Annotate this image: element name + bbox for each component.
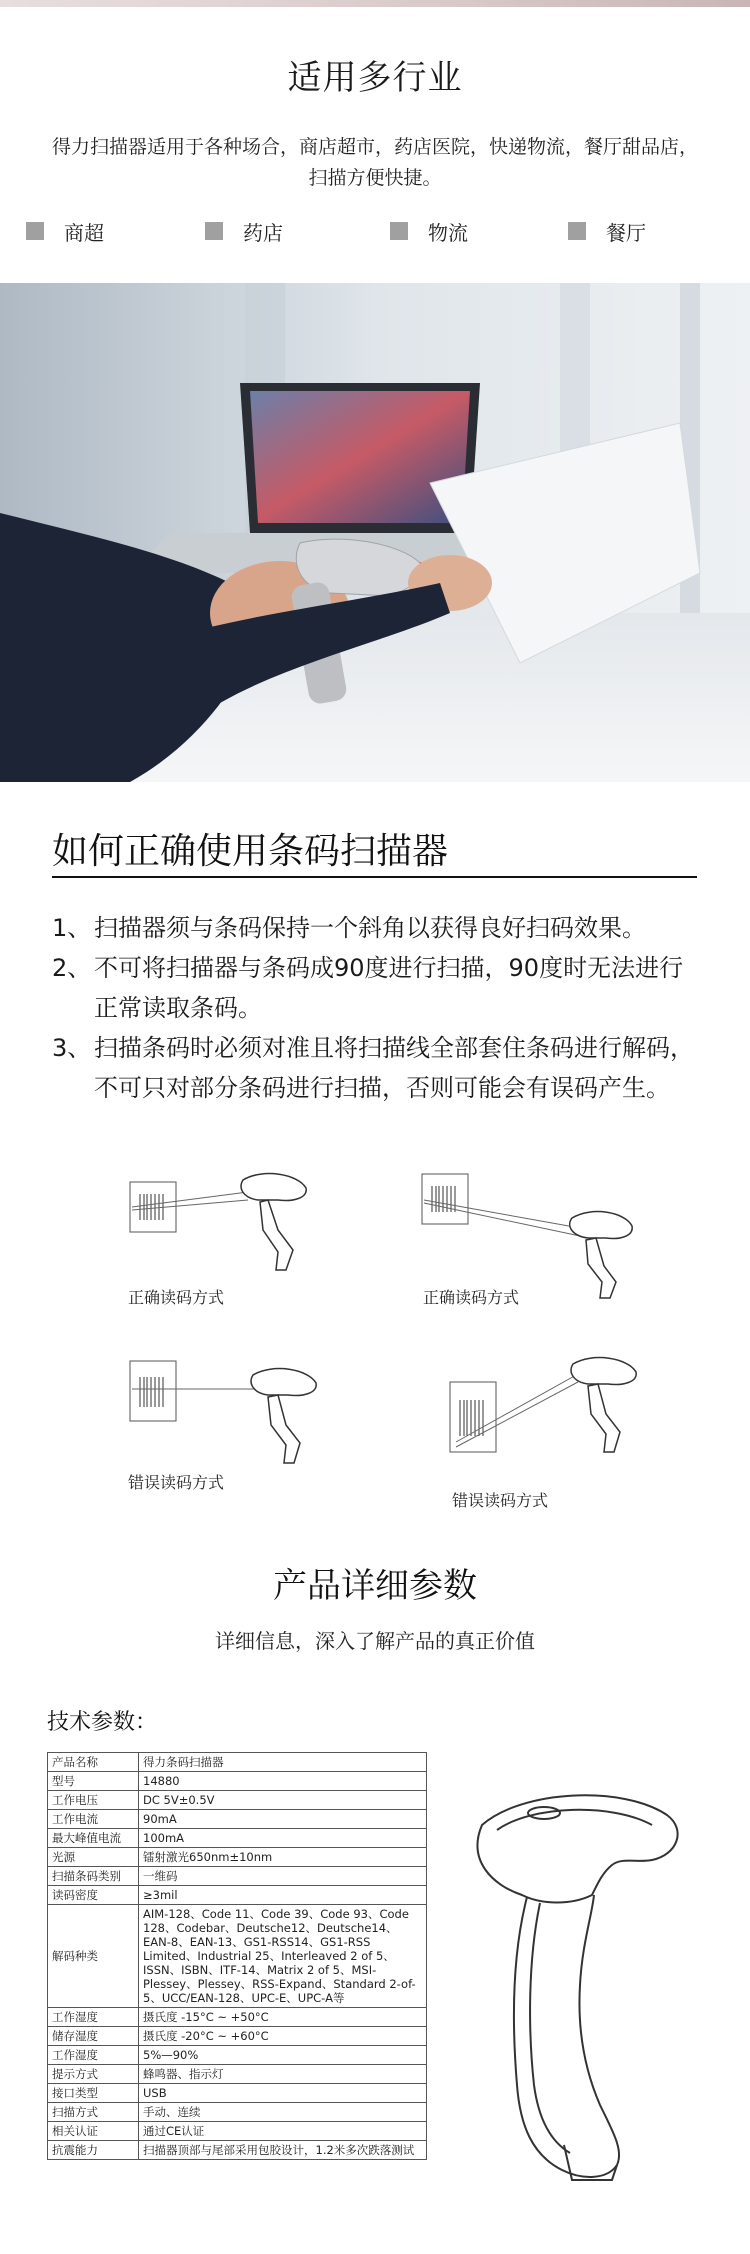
usage-instructions-list	[52, 908, 732, 1108]
wrong-scan-diagram-2	[448, 1352, 678, 1472]
table-row	[48, 2103, 427, 2122]
caption-correct-2: 正确读码方式	[423, 1288, 520, 1307]
category-pharmacy: 药店	[205, 218, 283, 244]
top-banner-strip	[0, 0, 750, 7]
spec-value: 5%—90%	[139, 2046, 427, 2065]
spec-key: 工作湿度	[48, 2008, 139, 2027]
spec-value: 摄氏度 -20°C ~ +60°C	[139, 2027, 427, 2046]
spec-key: 解码种类	[48, 1905, 139, 2008]
spec-value: 100mA	[139, 1829, 427, 1848]
spec-key: 产品名称	[48, 1753, 139, 1772]
spec-value: ≥3mil	[139, 1886, 427, 1905]
spec-key: 相关认证	[48, 2122, 139, 2141]
table-row	[48, 2084, 427, 2103]
spec-value: 蜂鸣器、指示灯	[139, 2065, 427, 2084]
description-line-2: 扫描方便快捷。	[308, 167, 442, 189]
spec-key: 读码密度	[48, 1886, 139, 1905]
tech-params-heading: 技术参数：	[47, 1710, 158, 1735]
spec-key: 工作湿度	[48, 2046, 139, 2065]
table-row	[48, 2141, 427, 2160]
product-specs-title: 产品详细参数	[273, 1566, 477, 1606]
spec-value: 得力条码扫描器	[139, 1753, 427, 1772]
spec-value: AIM-128、Code 11、Code 39、Code 93、Code 128、Codebar、Deutsche12、Deutsche14、EAN-8、EAN-13、GS1-RSS14、GS1-RSS Limited、Industrial 25、Interleaved 2 of 5、ISSN、ISBN、ITF-14、Matrix 2 of 5、MSI-Plessey、Plessey、RSS-Expand、Standard 2-of-5、UCC/EAN-128、UPC-E、UPC-A等	[139, 1905, 427, 2008]
spec-value: 90mA	[139, 1810, 427, 1829]
square-bullet-icon	[390, 222, 408, 240]
table-row	[48, 1753, 427, 1772]
spec-key: 扫描方式	[48, 2103, 139, 2122]
product-specs-subtitle: 详细信息，深入了解产品的真正价值	[215, 1629, 535, 1653]
list-item: 2、 不可将扫描器与条码成90度进行扫描，90度时无法进行 正常读取条码。	[52, 954, 684, 1022]
industries-title: 适用多行业	[287, 58, 463, 98]
usage-guide-title: 如何正确使用条码扫描器	[52, 831, 449, 872]
scanner-in-hand-illustration	[0, 283, 750, 782]
square-bullet-icon	[205, 222, 223, 240]
scanner-line-drawing	[452, 1785, 692, 2195]
table-row	[48, 1867, 427, 1886]
square-bullet-icon	[568, 222, 586, 240]
spec-key: 工作电流	[48, 1810, 139, 1829]
category-restaurant: 餐厅	[568, 218, 646, 244]
spec-value: 通过CE认证	[139, 2122, 427, 2141]
spec-table	[47, 1752, 427, 2160]
title-underline	[52, 876, 697, 878]
table-row	[48, 1772, 427, 1791]
spec-value: USB	[139, 2084, 427, 2103]
caption-wrong-1: 错误读码方式	[128, 1473, 225, 1492]
table-row	[48, 2122, 427, 2141]
spec-value: 手动、连续	[139, 2103, 427, 2122]
caption-wrong-2: 错误读码方式	[452, 1491, 549, 1510]
caption-correct-1: 正确读码方式	[128, 1288, 225, 1307]
spec-value: 14880	[139, 1772, 427, 1791]
spec-value: 一维码	[139, 1867, 427, 1886]
table-row	[48, 1791, 427, 1810]
table-row	[48, 1848, 427, 1867]
table-row	[48, 1905, 427, 2008]
table-row	[48, 2008, 427, 2027]
spec-value: 镭射激光650nm±10nm	[139, 1848, 427, 1867]
correct-scan-diagram-1	[128, 1170, 358, 1285]
product-usage-photo	[0, 283, 750, 782]
spec-value: 扫描器顶部与尾部采用包胶设计，1.2米多次跌落测试	[139, 2141, 427, 2160]
description-line-1: 得力扫描器适用于各种场合，商店超市，药店医院，快递物流，餐厅甜品店，	[51, 136, 698, 158]
table-row	[48, 1810, 427, 1829]
spec-key: 接口类型	[48, 2084, 139, 2103]
wrong-scan-diagram-1	[128, 1355, 358, 1470]
spec-key: 提示方式	[48, 2065, 139, 2084]
table-row	[48, 2027, 427, 2046]
spec-key: 储存湿度	[48, 2027, 139, 2046]
industries-description	[20, 132, 730, 194]
table-row	[48, 2065, 427, 2084]
category-logistics: 物流	[390, 218, 468, 244]
spec-key: 光源	[48, 1848, 139, 1867]
list-item: 1、 扫描器须与条码保持一个斜角以获得良好扫码效果。	[52, 914, 646, 942]
list-item: 3、 扫描条码时必须对准且将扫描线全部套住条码进行解码， 不可只对部分条码进行扫描，否则可能会有误码产生。	[52, 1034, 694, 1102]
spec-key: 最大峰值电流	[48, 1829, 139, 1848]
square-bullet-icon	[26, 222, 44, 240]
category-supermarket: 商超	[26, 218, 104, 244]
spec-key: 型号	[48, 1772, 139, 1791]
spec-key: 抗震能力	[48, 2141, 139, 2160]
correct-scan-diagram-2	[420, 1170, 650, 1300]
table-row	[48, 1886, 427, 1905]
table-row	[48, 2046, 427, 2065]
spec-value: 摄氏度 -15°C ~ +50°C	[139, 2008, 427, 2027]
spec-value: DC 5V±0.5V	[139, 1791, 427, 1810]
spec-key: 工作电压	[48, 1791, 139, 1810]
spec-key: 扫描条码类别	[48, 1867, 139, 1886]
table-row	[48, 1829, 427, 1848]
